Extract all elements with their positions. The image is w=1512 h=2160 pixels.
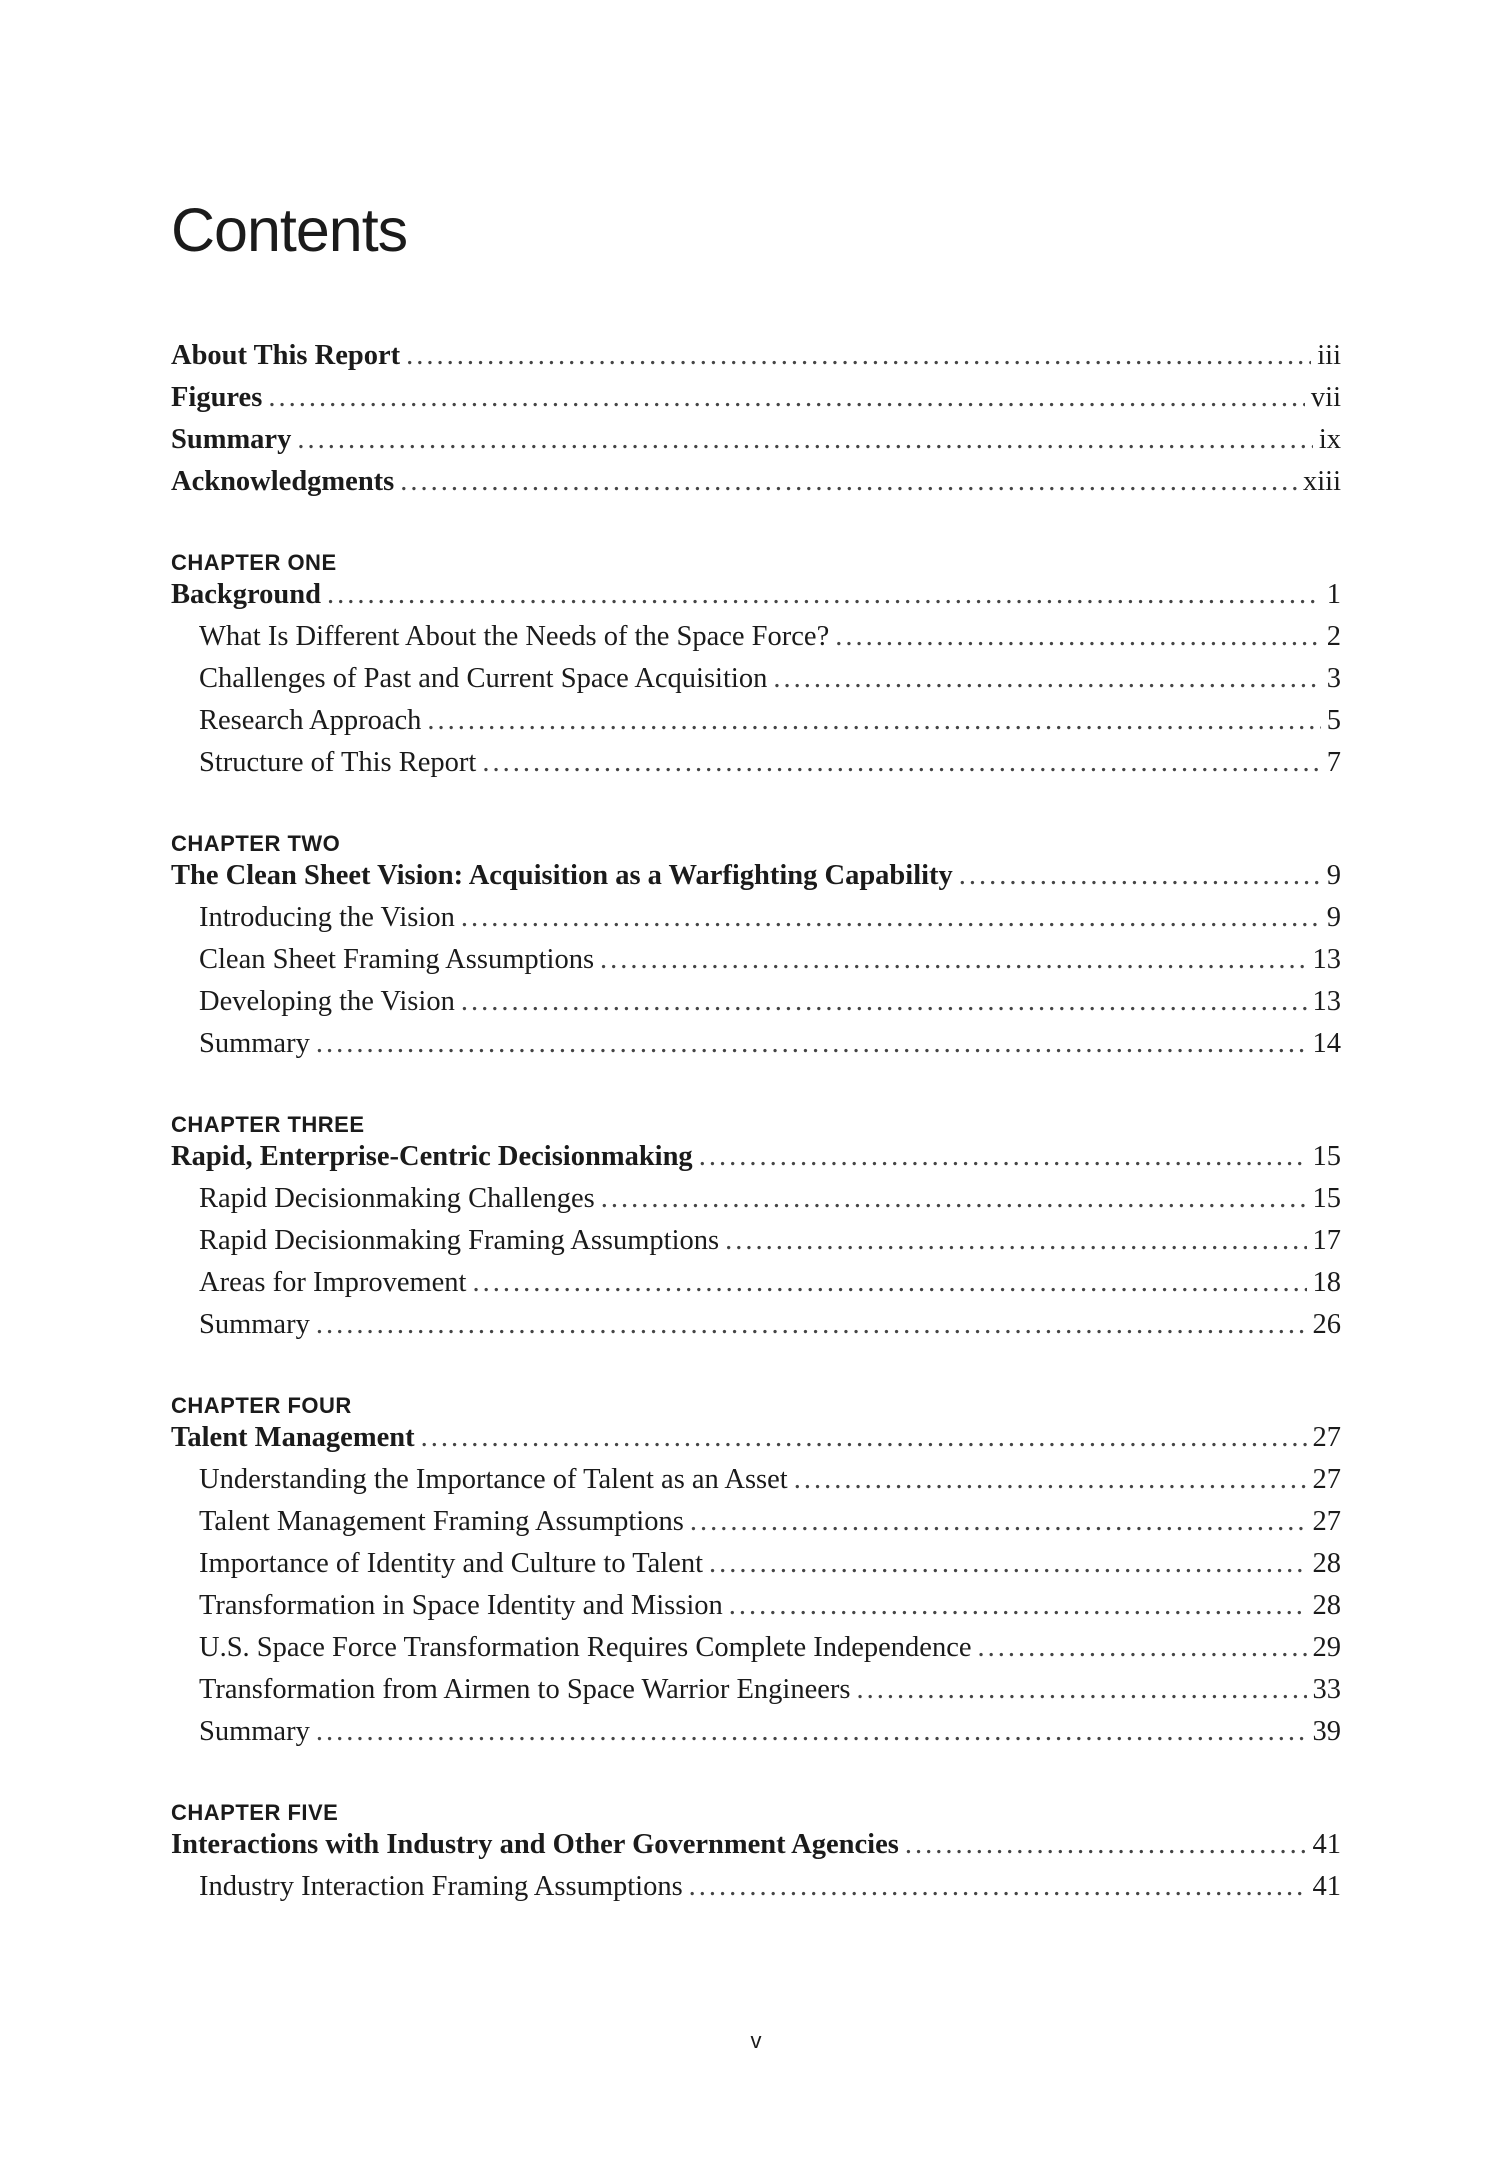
dot-leader bbox=[600, 944, 1306, 976]
toc-entry-page: ix bbox=[1318, 424, 1341, 455]
dot-leader bbox=[835, 621, 1321, 653]
toc-entry-label: Rapid, Enterprise-Centric Decisionmaking bbox=[171, 1141, 693, 1172]
toc-entry-page: 15 bbox=[1312, 1183, 1341, 1214]
chapter-heading: CHAPTER ONE bbox=[171, 550, 337, 575]
section-entry[interactable] bbox=[171, 1225, 1341, 1267]
toc-entry-label: Transformation in Space Identity and Mission bbox=[199, 1590, 723, 1621]
toc-entry-label: U.S. Space Force Transformation Requires Complete Independence bbox=[199, 1632, 972, 1663]
front-matter-entry[interactable] bbox=[171, 340, 1341, 382]
section-entry[interactable] bbox=[171, 1267, 1341, 1309]
chapter-title-entry[interactable] bbox=[171, 579, 1341, 621]
section-entry[interactable] bbox=[171, 1632, 1341, 1674]
front-matter-entry[interactable] bbox=[171, 424, 1341, 466]
dot-leader bbox=[316, 1309, 1307, 1341]
dot-leader bbox=[601, 1183, 1307, 1215]
toc-entry-label: Importance of Identity and Culture to Talent bbox=[199, 1548, 703, 1579]
dot-leader bbox=[461, 986, 1307, 1018]
section-entry[interactable] bbox=[171, 1674, 1341, 1716]
dot-leader bbox=[689, 1871, 1307, 1903]
dot-leader bbox=[406, 340, 1311, 372]
dot-leader bbox=[690, 1506, 1307, 1538]
section-entry[interactable] bbox=[171, 1506, 1341, 1548]
toc-entry-page: 27 bbox=[1312, 1506, 1341, 1537]
toc-entry-page: 13 bbox=[1312, 986, 1341, 1017]
toc-entry-label: Summary bbox=[171, 424, 292, 455]
toc-entry-label: Challenges of Past and Current Space Acquisition bbox=[199, 663, 768, 694]
toc-entry-label: Rapid Decisionmaking Framing Assumptions bbox=[199, 1225, 720, 1256]
toc-entry-label: Background bbox=[171, 579, 321, 610]
toc-entry-label: Interactions with Industry and Other Government Agencies bbox=[171, 1829, 899, 1860]
chapter-title-entry[interactable] bbox=[171, 1422, 1341, 1464]
toc-entry-page: 9 bbox=[1326, 860, 1341, 891]
dot-leader bbox=[427, 705, 1320, 737]
dot-leader bbox=[905, 1829, 1307, 1861]
chapter-title-entry[interactable] bbox=[171, 1829, 1341, 1871]
toc-entry-label: Acknowledgments bbox=[171, 466, 395, 497]
section-entry[interactable] bbox=[171, 1871, 1341, 1913]
toc-entry-page: 41 bbox=[1312, 1829, 1341, 1860]
toc-entry-label: Research Approach bbox=[199, 705, 422, 736]
section-entry[interactable] bbox=[171, 663, 1341, 705]
toc-entry-page: iii bbox=[1317, 340, 1341, 371]
section-entry[interactable] bbox=[171, 1309, 1341, 1351]
toc-entry-page: 39 bbox=[1312, 1716, 1341, 1747]
dot-leader bbox=[316, 1716, 1307, 1748]
toc-entry-label: What Is Different About the Needs of the Space Force? bbox=[199, 621, 830, 652]
toc-entry-page: xiii bbox=[1302, 466, 1341, 497]
toc-entry-label: Talent Management bbox=[171, 1422, 415, 1453]
dot-leader bbox=[856, 1674, 1306, 1706]
dot-leader bbox=[400, 466, 1297, 498]
toc-entry-page: 27 bbox=[1312, 1422, 1341, 1453]
section-entry[interactable] bbox=[171, 1716, 1341, 1758]
toc-entry-page: 15 bbox=[1312, 1141, 1341, 1172]
dot-leader bbox=[794, 1464, 1307, 1496]
toc-entry-label: Introducing the Vision bbox=[199, 902, 455, 933]
section-entry[interactable] bbox=[171, 747, 1341, 789]
dot-leader bbox=[699, 1141, 1307, 1173]
toc-entry-label: Summary bbox=[199, 1309, 310, 1340]
toc-entry-page: vii bbox=[1310, 382, 1341, 413]
chapter-heading: CHAPTER THREE bbox=[171, 1112, 365, 1137]
toc-entry-label: Areas for Improvement bbox=[199, 1267, 467, 1298]
dot-leader bbox=[268, 382, 1305, 414]
dot-leader bbox=[482, 747, 1320, 779]
chapter-title-entry[interactable] bbox=[171, 1141, 1341, 1183]
toc-entry-label: Understanding the Importance of Talent as an Asset bbox=[199, 1464, 788, 1495]
section-entry[interactable] bbox=[171, 1028, 1341, 1070]
chapter-title-entry[interactable] bbox=[171, 860, 1341, 902]
section-entry[interactable] bbox=[171, 1183, 1341, 1225]
chapter-heading: CHAPTER FOUR bbox=[171, 1393, 352, 1418]
toc-entry-page: 5 bbox=[1326, 705, 1341, 736]
dot-leader bbox=[316, 1028, 1307, 1060]
toc-entry-label: Transformation from Airmen to Space Warrior Engineers bbox=[199, 1674, 851, 1705]
toc-entry-page: 2 bbox=[1326, 621, 1341, 652]
toc-entry-page: 28 bbox=[1312, 1548, 1341, 1579]
toc-entry-page: 9 bbox=[1326, 902, 1341, 933]
section-entry[interactable] bbox=[171, 1464, 1341, 1506]
page-title: Contents bbox=[171, 196, 408, 264]
toc-entry-label: Structure of This Report bbox=[199, 747, 477, 778]
toc-entry-page: 27 bbox=[1312, 1464, 1341, 1495]
toc-entry-page: 3 bbox=[1326, 663, 1341, 694]
front-matter-entry[interactable] bbox=[171, 382, 1341, 424]
table-of-contents bbox=[171, 340, 1341, 1913]
dot-leader bbox=[421, 1422, 1307, 1454]
toc-entry-page: 41 bbox=[1312, 1871, 1341, 1902]
toc-entry-page: 14 bbox=[1312, 1028, 1341, 1059]
chapter-heading: CHAPTER TWO bbox=[171, 831, 341, 856]
toc-entry-page: 7 bbox=[1326, 747, 1341, 778]
section-entry[interactable] bbox=[171, 1548, 1341, 1590]
toc-entry-label: The Clean Sheet Vision: Acquisition as a Warfighting Capability bbox=[171, 860, 953, 891]
toc-entry-page: 26 bbox=[1312, 1309, 1341, 1340]
dot-leader bbox=[725, 1225, 1306, 1257]
dot-leader bbox=[978, 1632, 1307, 1664]
front-matter-entry[interactable] bbox=[171, 466, 1341, 508]
toc-entry-page: 29 bbox=[1312, 1632, 1341, 1663]
toc-entry-label: Rapid Decisionmaking Challenges bbox=[199, 1183, 595, 1214]
chapter-heading: CHAPTER FIVE bbox=[171, 1800, 339, 1825]
toc-entry-label: Figures bbox=[171, 382, 263, 413]
dot-leader bbox=[297, 424, 1312, 456]
dot-leader bbox=[461, 902, 1321, 934]
dot-leader bbox=[773, 663, 1320, 695]
toc-entry-page: 13 bbox=[1312, 944, 1341, 975]
toc-entry-page: 33 bbox=[1312, 1674, 1341, 1705]
toc-entry-page: 18 bbox=[1312, 1267, 1341, 1298]
toc-entry-label: Talent Management Framing Assumptions bbox=[199, 1506, 684, 1537]
toc-entry-label: Clean Sheet Framing Assumptions bbox=[199, 944, 595, 975]
toc-entry-label: Industry Interaction Framing Assumptions bbox=[199, 1871, 683, 1902]
section-entry[interactable] bbox=[171, 902, 1341, 944]
section-entry[interactable] bbox=[171, 986, 1341, 1028]
dot-leader bbox=[959, 860, 1321, 892]
dot-leader bbox=[729, 1590, 1307, 1622]
toc-entry-label: Summary bbox=[199, 1028, 310, 1059]
page-number: v bbox=[750, 2028, 762, 2053]
section-entry[interactable] bbox=[171, 705, 1341, 747]
section-entry[interactable] bbox=[171, 1590, 1341, 1632]
toc-entry-label: About This Report bbox=[171, 340, 401, 371]
toc-entry-page: 17 bbox=[1312, 1225, 1341, 1256]
toc-entry-label: Summary bbox=[199, 1716, 310, 1747]
dot-leader bbox=[327, 579, 1321, 611]
toc-entry-page: 28 bbox=[1312, 1590, 1341, 1621]
section-entry[interactable] bbox=[171, 621, 1341, 663]
dot-leader bbox=[709, 1548, 1307, 1580]
dot-leader bbox=[472, 1267, 1306, 1299]
section-entry[interactable] bbox=[171, 944, 1341, 986]
toc-entry-page: 1 bbox=[1326, 579, 1341, 610]
toc-entry-label: Developing the Vision bbox=[199, 986, 455, 1017]
